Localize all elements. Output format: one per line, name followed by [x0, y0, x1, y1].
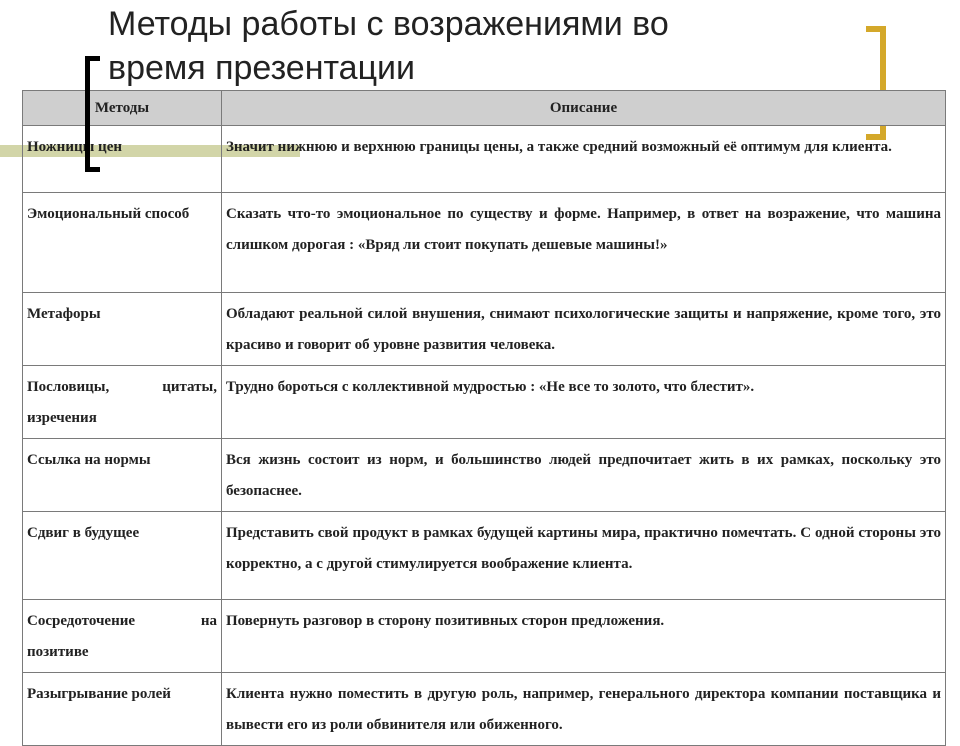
table-row	[23, 439, 946, 512]
description-cell: Представить свой продукт в рамках будущей картины мира, практично помечтать. С одной стороны это корректно, а с другой стимулируется воображение клиента.	[222, 512, 946, 600]
method-cell: Разыгрывание ролей	[23, 673, 222, 746]
table-row	[23, 193, 946, 293]
method-cell: Сдвиг в будущее	[23, 512, 222, 600]
table-row	[23, 512, 946, 600]
description-cell: Трудно бороться с коллективной мудростью : «Не все то золото, что блестит».	[222, 366, 946, 439]
methods-table	[22, 90, 946, 746]
description-cell: Вся жизнь состоит из норм, и большинство людей предпочитает жить в их рамках, поскольку это безопаснее.	[222, 439, 946, 512]
description-cell: Повернуть разговор в сторону позитивных сторон предложения.	[222, 600, 946, 673]
method-cell: Ссылка на нормы	[23, 439, 222, 512]
description-cell: Клиента нужно поместить в другую роль, например, генерального директора компании поставщика и вывести его из роли обвинителя или обиженного.	[222, 673, 946, 746]
method-cell: Ножницы цен	[23, 126, 222, 193]
description-cell: Сказать что-то эмоциональное по существу и форме. Например, в ответ на возражение, что машина слишком дорогая : «Вряд ли стоит покупать дешевые машины!»	[222, 193, 946, 293]
method-cell: Метафоры	[23, 293, 222, 366]
table-row	[23, 673, 946, 746]
method-cell: Сосредоточение на позитиве	[23, 600, 222, 673]
slide-title-line2: время презентации	[108, 49, 416, 87]
method-cell: Эмоциональный способ	[23, 193, 222, 293]
slide-title-line1: Методы работы с возражениями во	[108, 5, 669, 43]
header-description: Описание	[222, 91, 946, 126]
table-row	[23, 366, 946, 439]
table-row	[23, 600, 946, 673]
table-row	[23, 126, 946, 193]
table-row	[23, 293, 946, 366]
description-cell: Значит нижнюю и верхнюю границы цены, а также средний возможный её оптимум для клиента.	[222, 126, 946, 193]
description-cell: Обладают реальной силой внушения, снимают психологические защиты и напряжение, кроме того, это красиво и говорит об уровне развития человека.	[222, 293, 946, 366]
method-cell: Пословицы, цитаты, изречения	[23, 366, 222, 439]
left-bracket-decoration	[85, 56, 100, 172]
table-header-row	[23, 91, 946, 126]
header-methods: Методы	[23, 91, 222, 126]
slide-title	[108, 2, 808, 90]
